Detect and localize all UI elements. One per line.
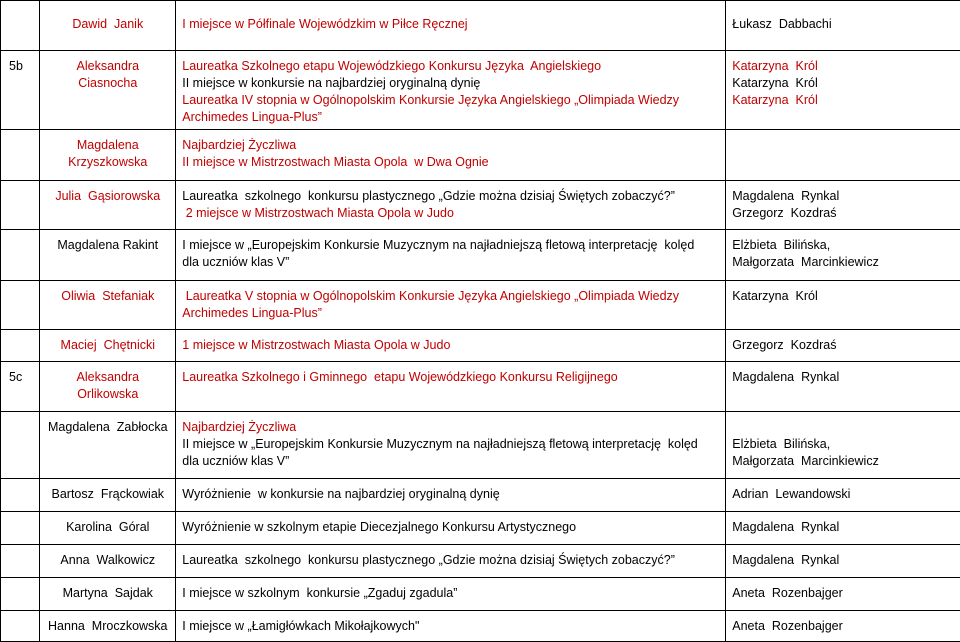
student-name-cell (40, 412, 176, 479)
student-name-cell (40, 545, 176, 578)
student-name: Bartosz Frąckowiak (46, 486, 169, 503)
student-name-cell (40, 611, 176, 642)
achievement-line: II miejsce w „Europejskim Konkursie Muzycznym na najładniejszą fletową interpretację kolęd (182, 436, 719, 453)
class-cell (1, 130, 40, 181)
achievement-line: Archimedes Lingua-Plus” (182, 305, 719, 322)
teacher-cell (726, 512, 960, 545)
student-name: Magdalena (46, 137, 169, 154)
student-name-cell (40, 230, 176, 281)
class-cell (1, 578, 40, 611)
table-row (1, 281, 960, 330)
student-name: Orlikowska (46, 386, 169, 403)
achievement-line: I miejsce w „Łamigłówkach Mikołajkowych" (182, 618, 719, 635)
teacher-name: Elżbieta Bilińska, (732, 436, 954, 453)
achievement-line: I miejsce w „Europejskim Konkursie Muzycznym na najładniejszą fletową interpretację kolęd (182, 237, 719, 254)
achievement-line: 1 miejsce w Mistrzostwach Miasta Opola w Judo (182, 337, 719, 354)
teacher-cell (726, 281, 960, 330)
achievement-line: Najbardziej Życzliwa (182, 137, 719, 154)
student-name-cell (40, 281, 176, 330)
class-cell (1, 479, 40, 512)
student-name: Oliwia Stefaniak (46, 288, 169, 305)
teacher-name: Magdalena Rynkal (732, 519, 954, 536)
teacher-name: Małgorzata Marcinkiewicz (732, 453, 954, 470)
table-row (1, 362, 960, 412)
student-name-cell (40, 1, 176, 51)
student-name-cell (40, 479, 176, 512)
teacher-name: Katarzyna Król (732, 288, 954, 305)
achievement-line: Laureatka szkolnego konkursu plastycznego „Gdzie można dzisiaj Świętych zobaczyć?” (182, 188, 719, 205)
achievement-line: I miejsce w Półfinale Wojewódzkim w Piłce Ręcznej (182, 16, 719, 33)
student-name: Karolina Góral (46, 519, 169, 536)
student-name: Anna Walkowicz (46, 552, 169, 569)
student-name: Dawid Janik (46, 16, 169, 33)
class-cell (1, 512, 40, 545)
teacher-cell (726, 1, 960, 51)
teacher-name: Grzegorz Kozdraś (732, 337, 954, 354)
achievement-cell (176, 230, 726, 281)
teacher-name: Elżbieta Bilińska, (732, 237, 954, 254)
achievement-cell (176, 479, 726, 512)
table-row (1, 230, 960, 281)
teacher-name (732, 419, 954, 436)
student-name-cell (40, 512, 176, 545)
achievement-line: Archimedes Lingua-Plus” (182, 109, 719, 126)
teacher-cell (726, 362, 960, 412)
student-name-cell (40, 330, 176, 362)
table-row (1, 512, 960, 545)
teacher-name: Katarzyna Król (732, 75, 954, 92)
achievement-line: 2 miejsce w Mistrzostwach Miasta Opola w Judo (182, 205, 719, 222)
student-name: Ciasnocha (46, 75, 169, 92)
class-cell (1, 330, 40, 362)
achievement-line: Laureatka V stopnia w Ogólnopolskim Konkursie Języka Angielskiego „Olimpiada Wiedzy (182, 288, 719, 305)
table-row (1, 1, 960, 51)
achievement-cell (176, 611, 726, 642)
teacher-name: Katarzyna Król (732, 92, 954, 109)
table-row (1, 611, 960, 642)
class-cell (1, 412, 40, 479)
achievement-cell (176, 51, 726, 130)
achievement-cell (176, 412, 726, 479)
teacher-name: Łukasz Dabbachi (732, 16, 954, 33)
student-name: Martyna Sajdak (46, 585, 169, 602)
table-row (1, 578, 960, 611)
achievement-line: Wyróżnienie w szkolnym etapie Diecezjalnego Konkursu Artystycznego (182, 519, 719, 536)
teacher-cell (726, 130, 960, 181)
achievement-cell (176, 281, 726, 330)
table-row (1, 181, 960, 230)
achievement-line: Laureatka Szkolnego etapu Wojewódzkiego Konkursu Języka Angielskiego (182, 58, 719, 75)
table-row (1, 479, 960, 512)
teacher-cell (726, 479, 960, 512)
achievement-cell (176, 130, 726, 181)
teacher-name: Grzegorz Kozdraś (732, 205, 954, 222)
student-name-cell (40, 578, 176, 611)
teacher-name: Aneta Rozenbajger (732, 618, 954, 635)
class-cell: 5c (1, 362, 40, 412)
achievement-line: Laureatka Szkolnego i Gminnego etapu Wojewódzkiego Konkursu Religijnego (182, 369, 719, 386)
student-name: Krzyszkowska (46, 154, 169, 171)
student-name: Aleksandra (46, 58, 169, 75)
student-name-cell (40, 362, 176, 412)
achievement-line: Najbardziej Życzliwa (182, 419, 719, 436)
student-name: Hanna Mroczkowska (46, 618, 169, 635)
achievement-line: Laureatka IV stopnia w Ogólnopolskim Konkursie Języka Angielskiego „Olimpiada Wiedzy (182, 92, 719, 109)
achievement-cell (176, 362, 726, 412)
achievement-cell (176, 578, 726, 611)
table-row (1, 51, 960, 130)
table-row (1, 412, 960, 479)
class-cell (1, 545, 40, 578)
achievement-cell (176, 1, 726, 51)
teacher-cell (726, 51, 960, 130)
achievement-cell (176, 512, 726, 545)
achievement-line: Wyróżnienie w konkursie na najbardziej oryginalną dynię (182, 486, 719, 503)
teacher-cell (726, 181, 960, 230)
student-name: Aleksandra (46, 369, 169, 386)
teacher-name: Magdalena Rynkal (732, 188, 954, 205)
teacher-name: Magdalena Rynkal (732, 369, 954, 386)
table-row (1, 130, 960, 181)
table-row (1, 330, 960, 362)
class-cell: 5b (1, 51, 40, 130)
class-cell (1, 181, 40, 230)
class-cell (1, 230, 40, 281)
teacher-name: Katarzyna Król (732, 58, 954, 75)
student-name-cell (40, 51, 176, 130)
teacher-cell (726, 412, 960, 479)
achievement-line: I miejsce w szkolnym konkursie „Zgaduj zgadula” (182, 585, 719, 602)
achievement-line: Laureatka szkolnego konkursu plastycznego „Gdzie można dzisiaj Świętych zobaczyć?” (182, 552, 719, 569)
student-name: Magdalena Rakint (46, 237, 169, 254)
teacher-name: Małgorzata Marcinkiewicz (732, 254, 954, 271)
teacher-cell (726, 230, 960, 281)
achievement-cell (176, 545, 726, 578)
teacher-cell (726, 578, 960, 611)
student-name: Magdalena Zabłocka (46, 419, 169, 436)
teacher-cell (726, 545, 960, 578)
student-name: Julia Gąsiorowska (46, 188, 169, 205)
class-cell (1, 1, 40, 51)
student-name: Maciej Chętnicki (46, 337, 169, 354)
teacher-name: Magdalena Rynkal (732, 552, 954, 569)
achievement-line: II miejsce w Mistrzostwach Miasta Opola w Dwa Ognie (182, 154, 719, 171)
teacher-name: Adrian Lewandowski (732, 486, 954, 503)
class-cell (1, 611, 40, 642)
class-cell (1, 281, 40, 330)
teacher-name: Aneta Rozenbajger (732, 585, 954, 602)
achievement-cell (176, 330, 726, 362)
student-name-cell (40, 181, 176, 230)
achievement-cell (176, 181, 726, 230)
student-name-cell (40, 130, 176, 181)
achievement-line: dla uczniów klas V” (182, 254, 719, 271)
teacher-cell (726, 611, 960, 642)
achievement-line: dla uczniów klas V” (182, 453, 719, 470)
teacher-cell (726, 330, 960, 362)
table-row (1, 545, 960, 578)
achievement-line: II miejsce w konkursie na najbardziej oryginalną dynię (182, 75, 719, 92)
